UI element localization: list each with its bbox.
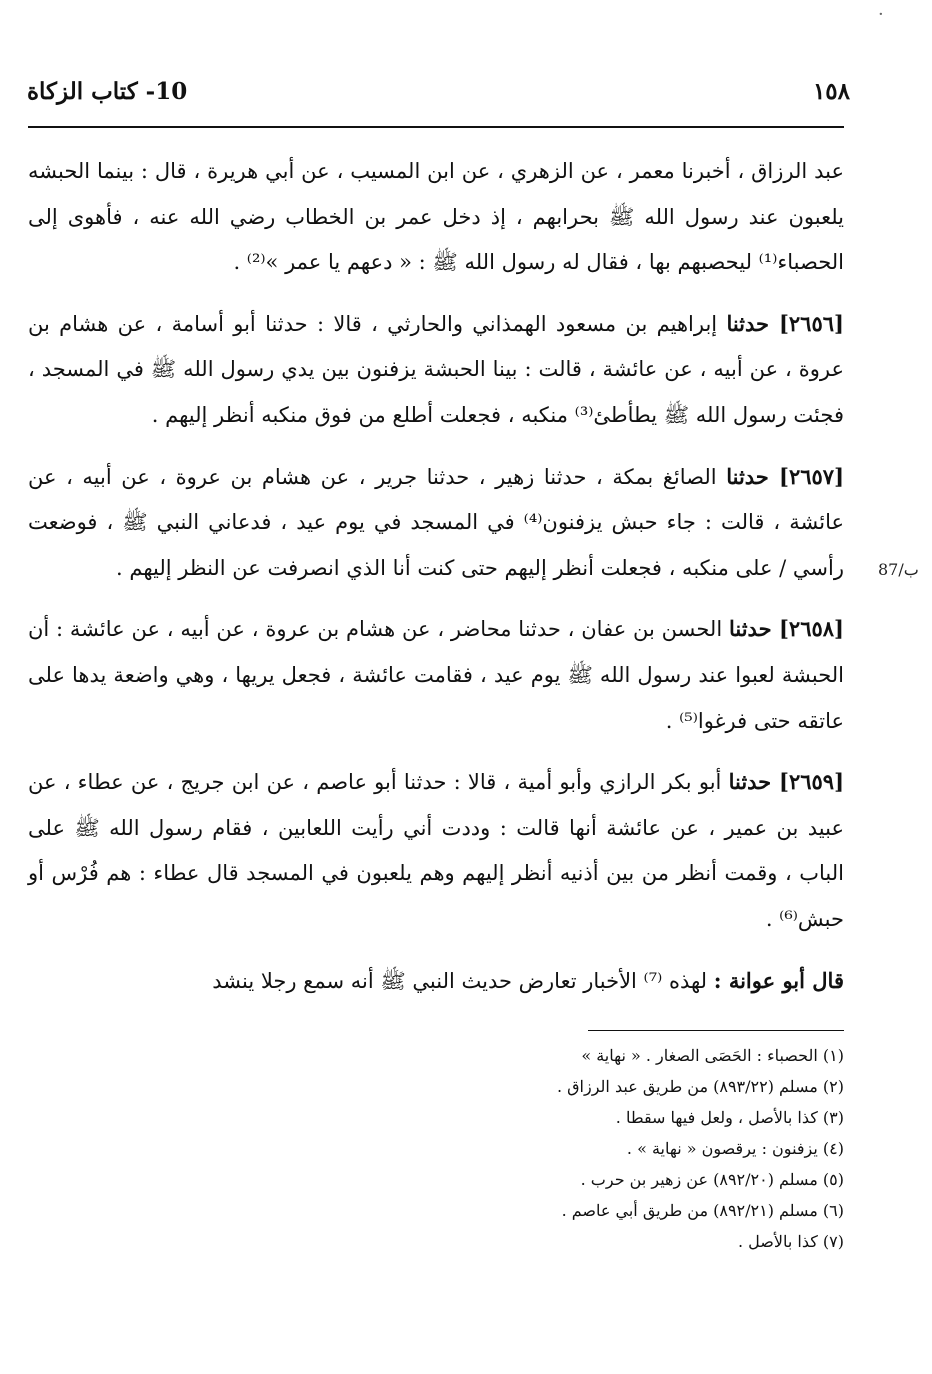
paragraph-lead: [٢٦٥٩] حدثنا xyxy=(728,769,844,795)
footnotes xyxy=(260,1040,844,1257)
margin-note: 87/ب xyxy=(878,560,919,579)
paragraph xyxy=(28,148,844,286)
main-text xyxy=(28,148,844,1019)
footnote: (٥) مسلم (٨٩٢/٢٠) عن زهير بن حرب . xyxy=(580,1170,844,1189)
paragraph-text: أبو بكر الرازي وأبو أمية ، قالا : حدثنا أبو عاصم ، عن ابن جريج ، عن عطاء ، عن عبيد بن عمير ، عن عائشة أنها قالت : وددت أني رأيت اللعابين ، فقام رسول الله ﷺ على الباب ، وقمت أنظر من بين أذنيه أنظر إليهم وهم يلعبون في المسجد قال عطاء : هم فُرْس أو حبش⁽⁶⁾ . xyxy=(28,770,844,931)
footnote: (٢) مسلم (٨٩٣/٢٢) من طريق عبد الرزاق . xyxy=(556,1077,844,1096)
paragraph-lead: [٢٦٥٨] حدثنا xyxy=(728,616,844,642)
footnote: (٤) يزفنون : يرقصون « نهاية » . xyxy=(626,1139,844,1158)
paragraph xyxy=(28,454,844,592)
footnote: (٧) كذا بالأصل . xyxy=(737,1232,844,1251)
paragraph xyxy=(28,301,844,439)
chapter-title: 10- كتاب الزكاة xyxy=(27,78,188,105)
paragraph xyxy=(28,606,844,744)
paragraph-lead: قال أبو عوانة : xyxy=(713,967,844,993)
footnote: (٦) مسلم (٨٩٢/٢١) من طريق أبي عاصم . xyxy=(561,1201,844,1220)
paragraph-text: لهذه ⁽⁷⁾ الأخبار تعارض حديث النبي ﷺ أنه سمع رجلا ينشد xyxy=(212,968,708,993)
paragraph xyxy=(28,958,844,1005)
footnote: (٣) كذا بالأصل ، ولعل فيها سقطا . xyxy=(615,1108,844,1127)
page-number: ١٥٨ xyxy=(812,78,850,105)
footnote-divider xyxy=(588,1030,844,1031)
paragraph-text: الصائغ بمكة ، حدثنا زهير ، حدثنا جرير ، عن هشام بن عروة ، عن أبيه ، عن عائشة ، قالت : جاء حبش يزفنون⁽⁴⁾ في المسجد في يوم عيد ، فدعاني النبي ﷺ ، فوضعت رأسي / على منكبه ، فجعلت أنظر إليهم حتى كنت أنا الذي انصرفت عن النظر إليهم . xyxy=(28,464,844,580)
corner-mark: · xyxy=(878,4,884,25)
paragraph-lead: [٢٦٥٦] حدثنا xyxy=(726,310,844,336)
paragraph-text: إبراهيم بن مسعود الهمذاني والحارثي ، قالا : حدثنا أبو أسامة ، عن هشام بن عروة ، عن أبيه ، عن عائشة ، قالت : بينا الحبشة يزفنون بين يدي رسول الله ﷺ في المسجد ، فجئت رسول الله ﷺ يطأطئ⁽³⁾ منكبه ، فجعلت أطلع من فوق منكبه أنظر إليهم . xyxy=(28,311,844,427)
paragraph-lead: [٢٦٥٧] حدثنا xyxy=(726,463,844,489)
footnote: (١) الحصباء : الحَصَى الصغار . « نهاية » xyxy=(581,1046,844,1065)
paragraph-text: الحسن بن عفان ، حدثنا محاضر ، عن هشام بن عروة ، عن أبيه ، عن عائشة : أن الحبشة لعبوا عند رسول الله ﷺ يوم عيد ، فقامت عائشة ، فجعل يريها ، وهي واضعة يدها على عاتقه حتى فرغوا⁽⁵⁾ . xyxy=(28,617,844,733)
paragraph xyxy=(28,759,844,942)
header-divider xyxy=(28,126,844,128)
paragraph-text: عبد الرزاق ، أخبرنا معمر ، عن الزهري ، عن ابن المسيب ، عن أبي هريرة ، قال : بينما الحبشه يلعبون عند رسول الله ﷺ بحرابهم ، إذ دخل عمر بن الخطاب رضي الله عنه ، فأهوى إلى الحصباء⁽¹⁾ ليحصبهم بها ، فقال له رسول الله ﷺ : « دعهم يا عمر »⁽²⁾ . xyxy=(28,159,844,275)
